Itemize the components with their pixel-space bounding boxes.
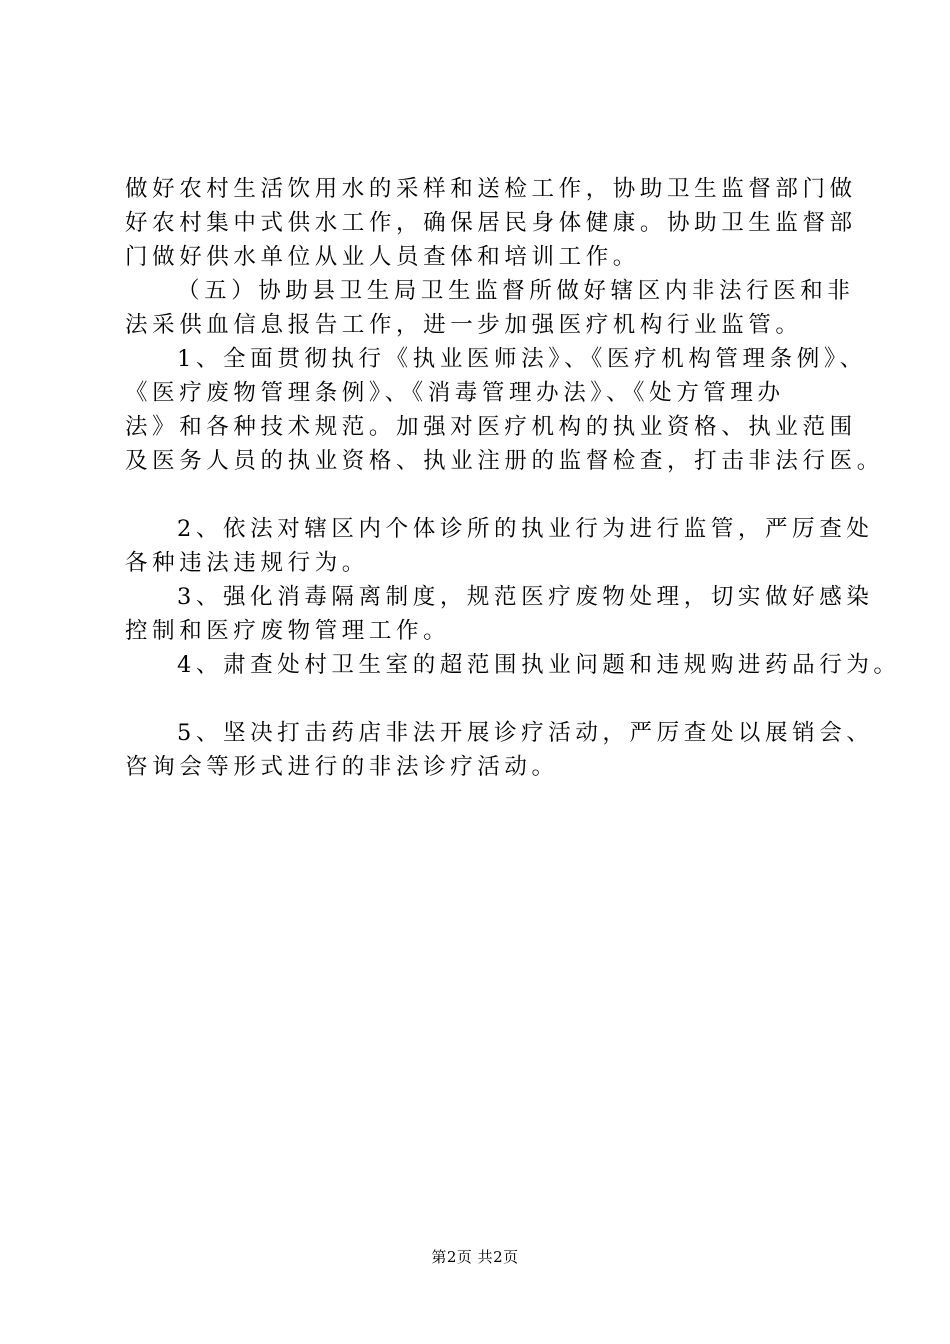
- text-line: 法采供血信息报告工作，进一步加强医疗机构行业监管。: [125, 312, 803, 338]
- text-line: 法》和各种技术规范。加强对医疗机构的执业资格、执业范围: [125, 414, 857, 440]
- text-line: 门做好供水单位从业人员查体和培训工作。: [125, 244, 640, 270]
- document-body: [125, 172, 901, 784]
- paragraph-section-five: [125, 274, 855, 342]
- text-line: （五）协助县卫生局卫生监督所做好辖区内非法行医和非: [177, 278, 855, 304]
- text-line: 3、强化消毒隔离制度，规范医疗废物处理，切实做好感染: [177, 584, 874, 610]
- page-number-footer: 第2页 共2页: [431, 1248, 519, 1266]
- paragraph-item-4: [125, 648, 901, 682]
- paragraph-item-1: [125, 342, 884, 478]
- paragraph-item-3: [125, 580, 874, 648]
- paragraph-item-2: [125, 512, 874, 580]
- text-line: 《医疗废物管理条例》、《消毒管理办法》、《处方管理办: [125, 380, 785, 406]
- blank-line: [125, 682, 845, 716]
- text-line: 及医务人员的执业资格、执业注册的监督检查，打击非法行医。: [125, 448, 884, 474]
- text-line: 咨询会等形式进行的非法诊疗活动。: [125, 754, 559, 780]
- text-line: 2、依法对辖区内个体诊所的执业行为进行监管，严厉查处: [177, 516, 874, 542]
- text-line: 各种违法违规行为。: [125, 550, 369, 576]
- text-line: 4、肃查处村卫生室的超范围执业问题和违规购进药品行为。: [177, 652, 901, 678]
- paragraph-item-5: [125, 716, 874, 784]
- text-line: 5、坚决打击药店非法开展诊疗活动，严厉查处以展销会、: [177, 720, 874, 746]
- text-line: 1、全面贯彻执行《执业医师法》、《医疗机构管理条例》、: [177, 346, 867, 372]
- blank-line: [125, 478, 845, 512]
- text-line: 做好农村生活饮用水的采样和送检工作，协助卫生监督部门做: [125, 176, 857, 202]
- text-line: 好农村集中式供水工作，确保居民身体健康。协助卫生监督部: [125, 210, 857, 236]
- paragraph-water-supply: [125, 172, 857, 274]
- text-line: 控制和医疗废物管理工作。: [125, 618, 451, 644]
